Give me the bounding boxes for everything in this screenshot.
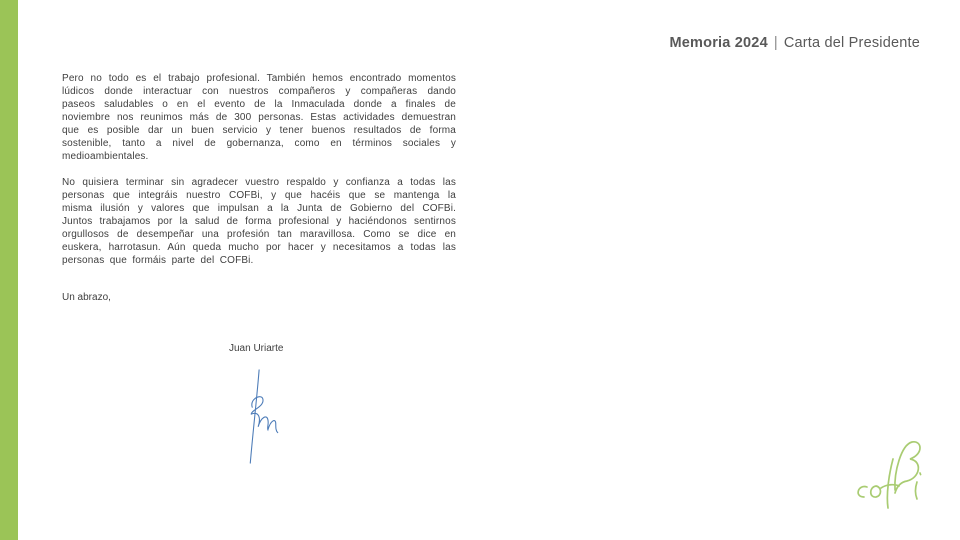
slide-header (670, 35, 920, 51)
letter-paragraph-2: No quisiera terminar sin agradecer vuestro respaldo y confianza a todas las personas que integráis nuestro COFBi, y que hacéis que se mantenga la misma ilusión y valores que impulsan a la Junta de Gobierno del COFBi. Juntos trabajamos por la salud de forma profesional y haciéndonos sentirnos orgullosos de desempeñar una profesión tan maravillosa. Como se dice en euskera, harrotasun. Aún queda mucho por hacer y necesitamos a todas las personas que formáis parte del COFBi. (62, 177, 456, 266)
report-title: Memoria 2024 (669, 35, 768, 51)
left-accent-bar (0, 0, 18, 540)
letter-closing: Un abrazo, (62, 292, 111, 303)
section-title: Carta del Presidente (783, 35, 920, 51)
letter-paragraph-1: Pero no todo es el trabajo profesional. También hemos encontrado momentos lúdicos donde interactuar con nuestros compañeros y compañeras dando paseos saludables o en el evento de la Inmaculada donde a finales de noviembre nos reunimos más de 300 personas. Estas actividades demuestran que es posible dar un buen servicio y tener buenos resultados de forma sostenible, tanto a nivel de gobernanza, como en términos sociales y medioambientales. (62, 73, 456, 162)
letter-body (62, 72, 456, 267)
cofbi-logo (848, 436, 932, 512)
signature-scribble-icon (238, 368, 290, 466)
signer-name: Juan Uriarte (229, 343, 284, 354)
header-separator: | (773, 35, 778, 51)
